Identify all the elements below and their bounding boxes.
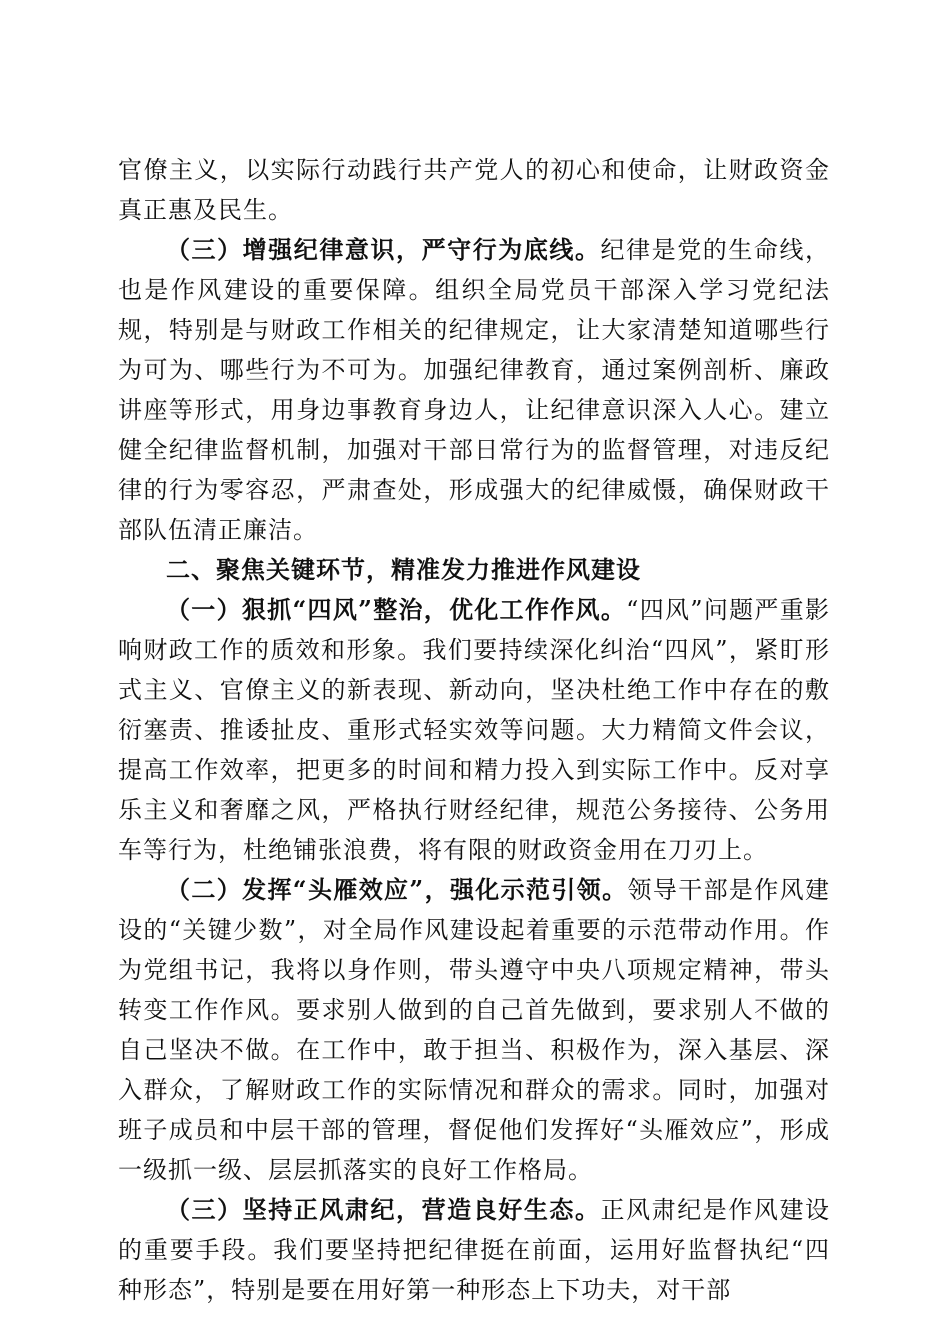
paragraph-continued: [118, 150, 830, 230]
section-heading: 二、聚焦关键环节，精准发力推进作风建设: [166, 556, 641, 584]
paragraph-text: 正风肃纪是作风建设的重要手段。我们要坚持把纪律挺在前面，运用好监督执纪“四种形态”，特别是要在用好第一种形态上下功夫，对干部: [118, 1196, 831, 1304]
paragraph-lead-goose: [118, 870, 830, 1190]
document-body: [118, 150, 830, 1310]
paragraph-lead: （三）坚持正风肃纪，营造良好生态。: [166, 1195, 601, 1224]
paragraph-rectify: [118, 1190, 830, 1310]
paragraph-text: 官僚主义，以实际行动践行共产党人的初心和使命，让财政资金真正惠及民生。: [118, 156, 830, 224]
paragraph-discipline: [118, 230, 830, 550]
paragraph-lead: （二）发挥“头雁效应”，强化示范引领。: [166, 875, 628, 904]
paragraph-lead: （三）增强纪律意识，严守行为底线。: [166, 235, 601, 264]
paragraph-four-winds: [118, 590, 830, 870]
paragraph-text: “四风”问题严重影响财政工作的质效和形象。我们要持续深化纠治“四风”，紧盯形式主义、官僚主义的新表现、新动向，坚决杜绝工作中存在的敷衍塞责、推诿扯皮、重形式轻实效等问题。大力精简文件会议，提高工作效率，把更多的时间和精力投入到实际工作中。反对享乐主义和奢靡之风，严格执行财经纪律，规范公务接待、公务用车等行为，杜绝铺张浪费，将有限的财政资金用在刀刃上。: [118, 596, 831, 864]
paragraph-text: 纪律是党的生命线，也是作风建设的重要保障。组织全局党员干部深入学习党纪法规，特别是与财政工作相关的纪律规定，让大家清楚知道哪些行为可为、哪些行为不可为。加强纪律教育，通过案例剖析、廉政讲座等形式，用身边事教育身边人，让纪律意识深入人心。建立健全纪律监督机制，加强对干部日常行为的监督管理，对违反纪律的行为零容忍，严肃查处，形成强大的纪律威慑，确保财政干部队伍清正廉洁。: [118, 236, 831, 544]
paragraph-lead: （一）狠抓“四风”整治，优化工作作风。: [166, 595, 627, 624]
paragraph-text: 领导干部是作风建设的“关键少数”，对全局作风建设起着重要的示范带动作用。作为党组书记，我将以身作则，带头遵守中央八项规定精神，带头转变工作作风。要求别人做到的自己首先做到，要求别人不做的自己坚决不做。在工作中，敢于担当、积极作为，深入基层、深入群众，了解财政工作的实际情况和群众的需求。同时，加强对班子成员和中层干部的管理，督促他们发挥好“头雁效应”，形成一级抓一级、层层抓落实的良好工作格局。: [118, 876, 831, 1184]
